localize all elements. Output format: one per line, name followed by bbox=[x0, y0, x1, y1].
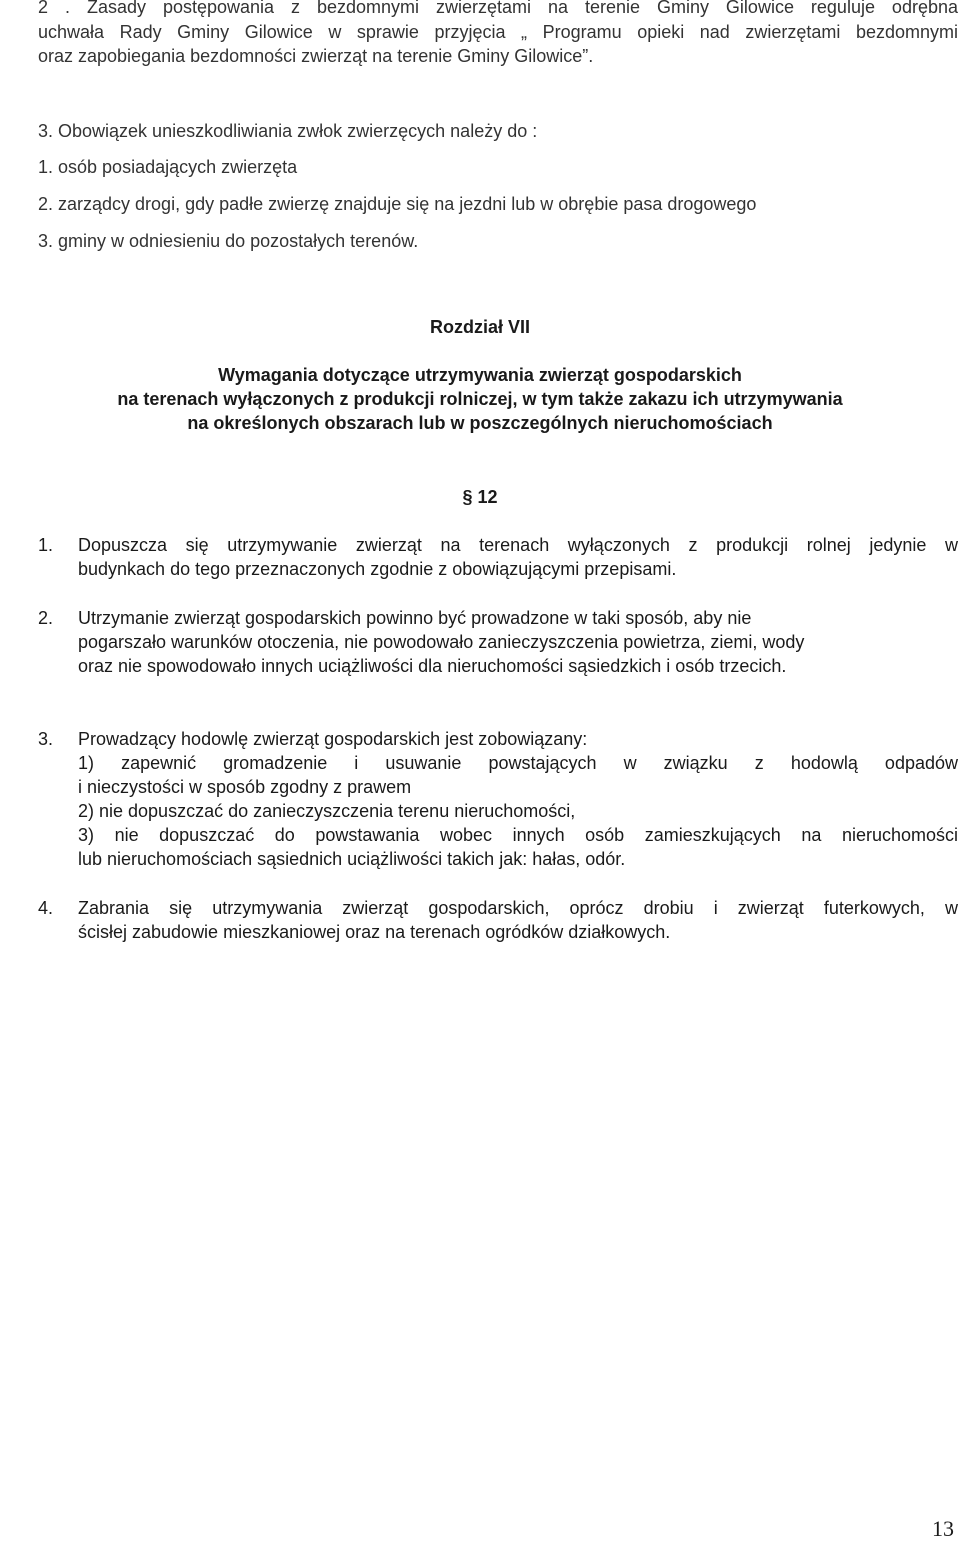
page-number: 13 bbox=[932, 1516, 954, 1541]
point-2-line-3: oraz nie spowodowało innych uciążliwości dla nieruchomości sąsiedzkich i osób trzecich. bbox=[78, 656, 787, 676]
point-2-line-2: pogarszało warunków otoczenia, nie powodowało zanieczyszczenia powietrza, ziemi, wody bbox=[78, 632, 805, 652]
section-3-item-3: 3. gminy w odniesieniu do pozostałych terenów. bbox=[38, 231, 419, 251]
section-2-line-1: 2 . Zasady postępowania z bezdomnymi zwierzętami na terenie Gminy Gilowice reguluje odrębna bbox=[38, 0, 958, 17]
point-1-number: 1. bbox=[38, 535, 54, 555]
point-3-number: 3. bbox=[38, 729, 54, 749]
chapter-title-line-1: Wymagania dotyczące utrzymywania zwierząt gospodarskich bbox=[218, 365, 742, 385]
section-2-line-2: uchwała Rady Gminy Gilowice w sprawie przyjęcia „ Programu opieki nad zwierzętami bezdomnymi bbox=[38, 22, 958, 42]
point-3-line-4: 2) nie dopuszczać do zanieczyszczenia terenu nieruchomości, bbox=[78, 801, 576, 821]
point-2-number: 2. bbox=[38, 608, 54, 628]
section-2-line-3: oraz zapobiegania bezdomności zwierząt na terenie Gminy Gilowice”. bbox=[38, 46, 594, 66]
point-1-line-2: budynkach do tego przeznaczonych zgodnie z obowiązującymi przepisami. bbox=[78, 559, 677, 579]
chapter-title-line-2: na terenach wyłączonych z produkcji rolniczej, w tym także zakazu ich utrzymywania bbox=[117, 389, 843, 409]
chapter-title-line-3: na określonych obszarach lub w poszczególnych nieruchomościach bbox=[187, 413, 773, 433]
point-3-line-3: i nieczystości w sposób zgodny z prawem bbox=[78, 777, 412, 797]
section-3-item-1: 1. osób posiadających zwierzęta bbox=[38, 157, 298, 177]
paragraph-mark: § 12 bbox=[462, 487, 498, 507]
point-3-line-1: Prowadzący hodowlę zwierząt gospodarskich jest zobowiązany: bbox=[78, 729, 588, 749]
point-2-line-1: Utrzymanie zwierząt gospodarskich powinno być prowadzone w taki sposób, aby nie bbox=[78, 608, 752, 628]
section-3-item-2: 2. zarządcy drogi, gdy padłe zwierzę znajduje się na jezdni lub w obrębie pasa drogowego bbox=[38, 194, 757, 214]
point-4-number: 4. bbox=[38, 898, 54, 918]
point-3-line-2: 1) zapewnić gromadzenie i usuwanie powstających w związku z hodowlą odpadów bbox=[78, 753, 958, 773]
point-3-line-6: lub nieruchomościach sąsiednich uciążliwości takich jak: hałas, odór. bbox=[78, 849, 626, 869]
chapter-label: Rozdział VII bbox=[429, 317, 530, 337]
section-3-heading: 3. Obowiązek unieszkodliwiania zwłok zwierzęcych należy do : bbox=[38, 121, 538, 141]
point-4-line-2: ścisłej zabudowie mieszkaniowej oraz na terenach ogródków działkowych. bbox=[78, 922, 671, 942]
point-4-line-1: Zabrania się utrzymywania zwierząt gospodarskich, oprócz drobiu i zwierząt futerkowych, w bbox=[78, 898, 958, 918]
point-1-line-1: Dopuszcza się utrzymywanie zwierząt na terenach wyłączonych z produkcji rolnej jedynie w bbox=[78, 535, 958, 555]
point-3-line-5: 3) nie dopuszczać do powstawania wobec innych osób zamieszkujących na nieruchomości bbox=[78, 825, 958, 845]
